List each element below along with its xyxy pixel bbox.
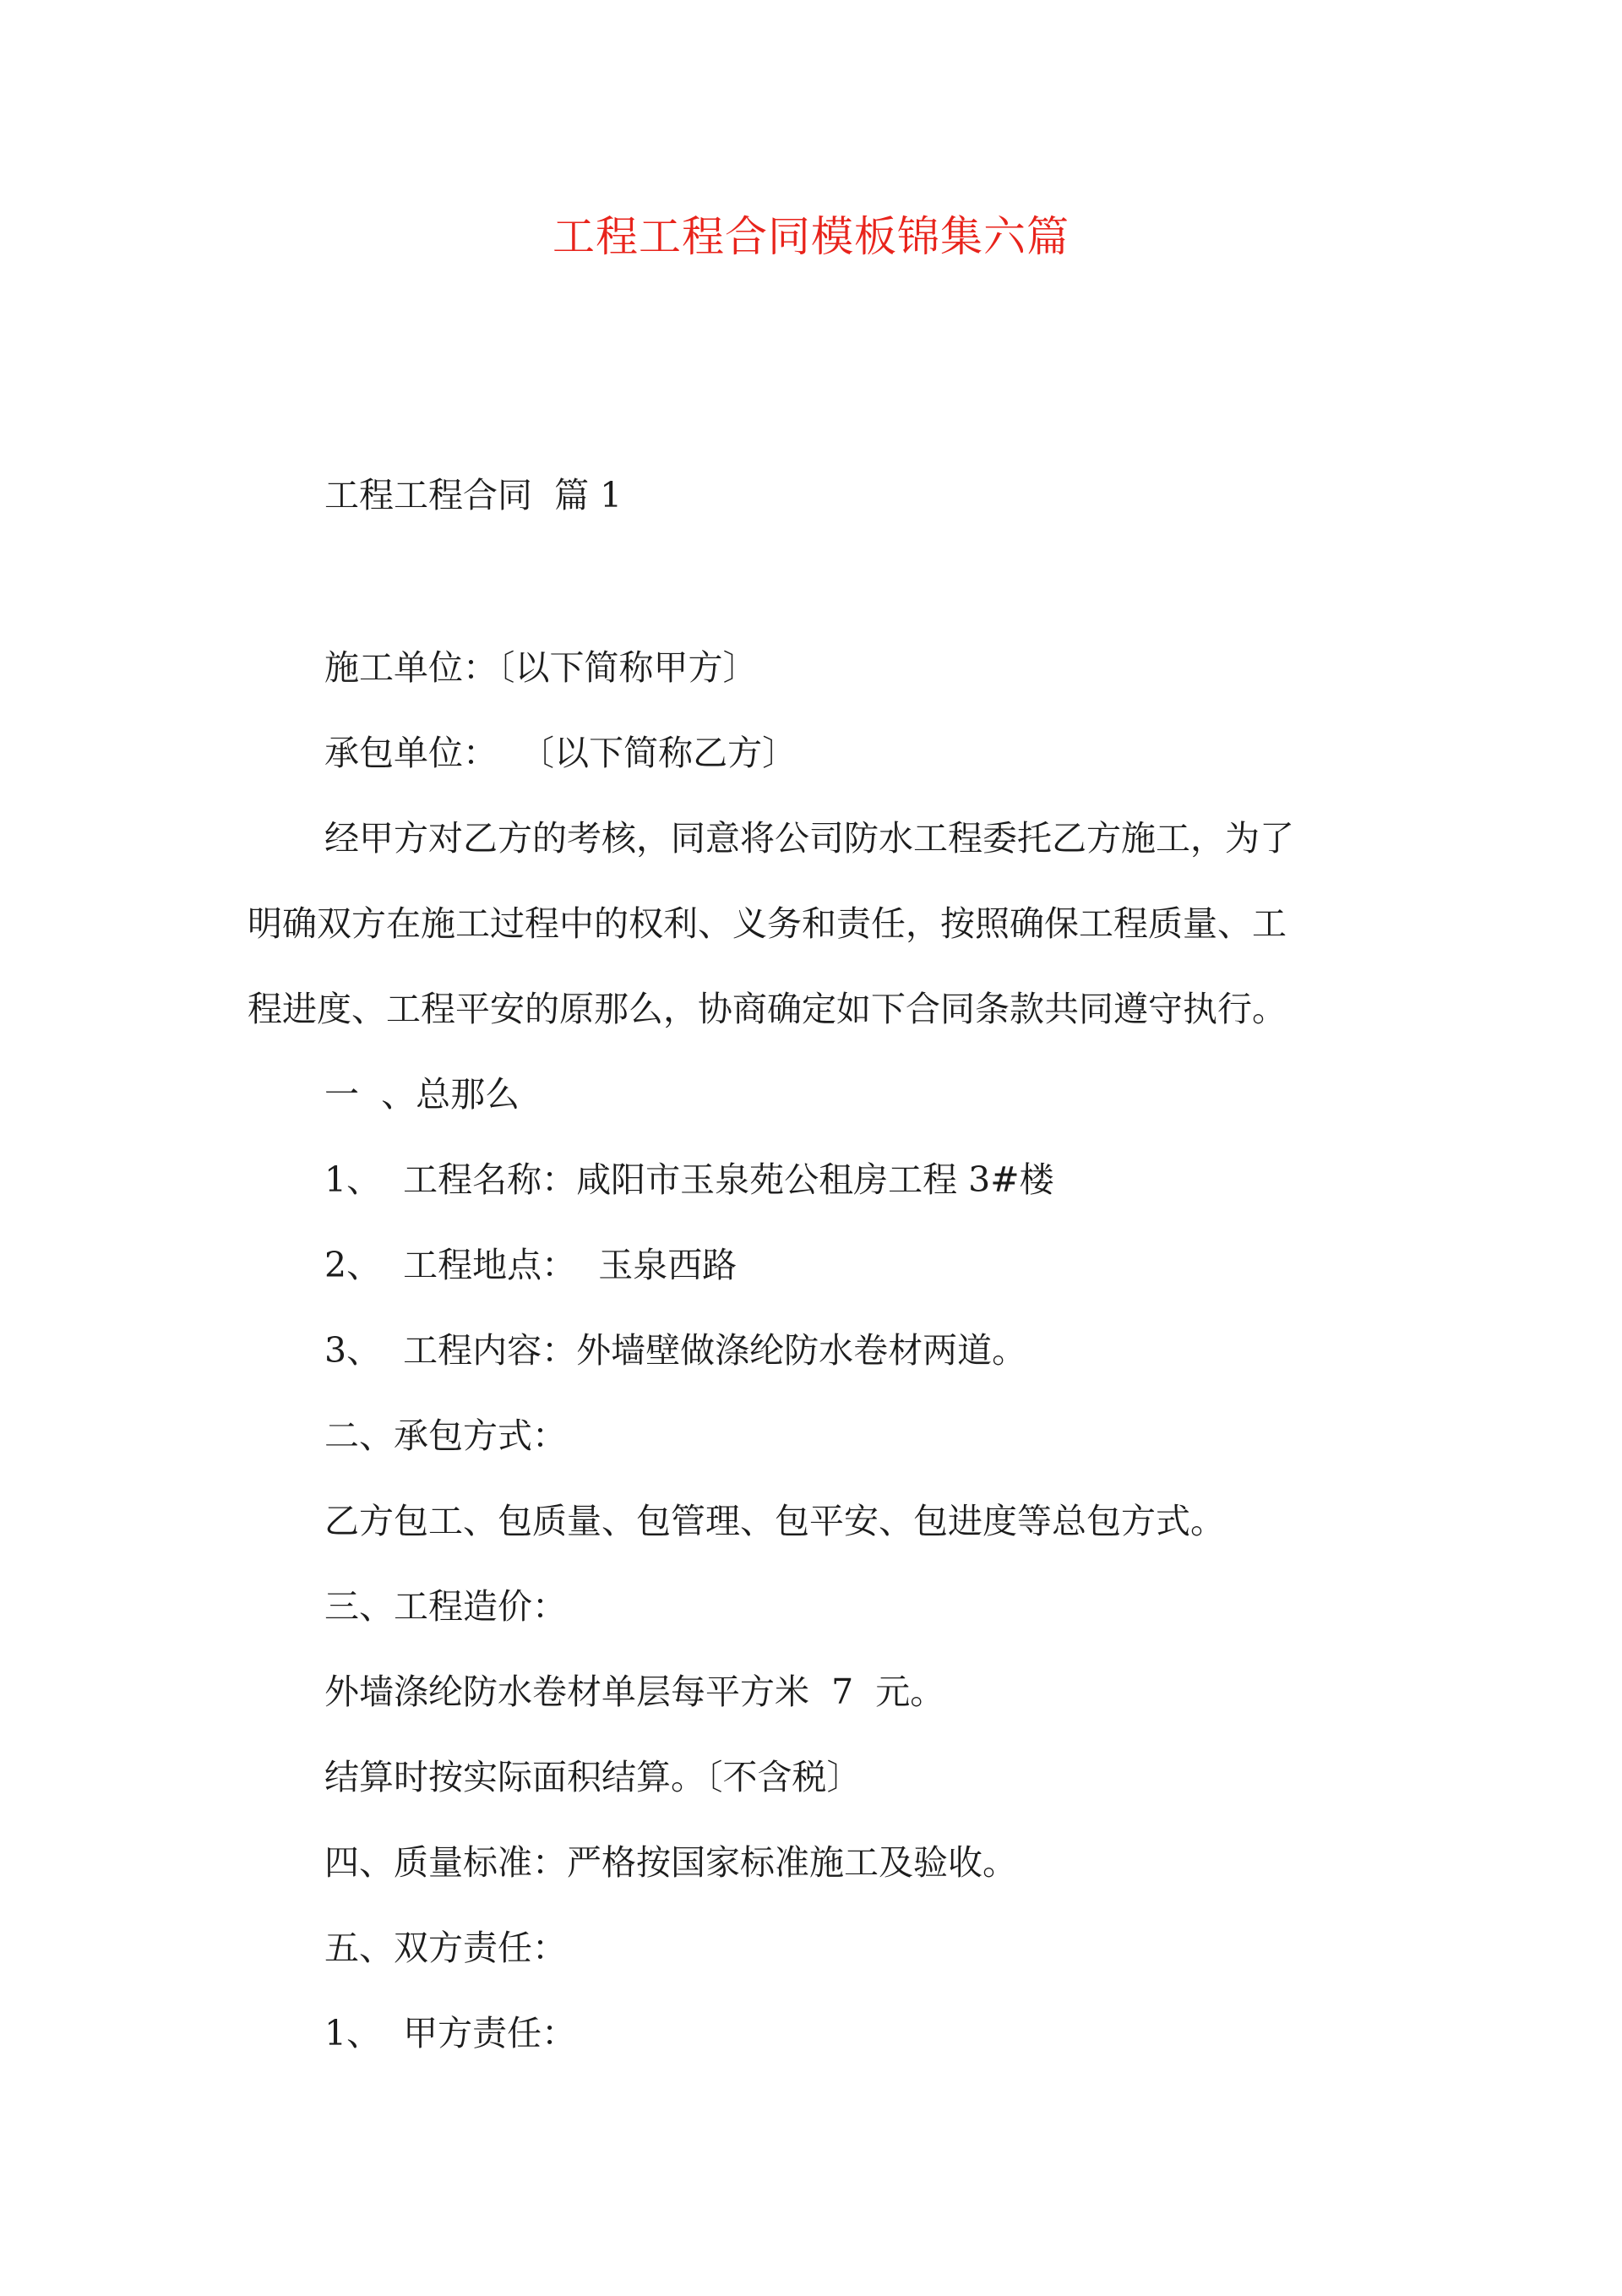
quality-standard-line: 四、质量标准：严格按国家标准施工及验收。 [324, 1842, 1017, 1883]
settlement-text: 结算时按实际面积结算。〔不含税〕 [324, 1757, 862, 1797]
project-cost-heading: 三、工程造价： [324, 1586, 567, 1627]
contractor-unit-line: 承包单位： 〔以下简称乙方〕 [324, 733, 797, 773]
intro-paragraph-line-3: 程进度、工程平安的原那么，协商确定如下合同条款共同遵守执行。 [248, 989, 1287, 1029]
unit-price-text: 外墙涤纶防水卷材单层每平方米 7 元。 [324, 1672, 945, 1712]
project-name-item: 1、 工程名称：咸阳市玉泉苑公租房工程 3#楼 [324, 1159, 1054, 1200]
clause-general-heading: 一 、总那么 [324, 1074, 520, 1115]
contract-method-heading: 二、承包方式： [324, 1415, 567, 1456]
project-content-item: 3、 工程内容：外墙壁做涤纶防水卷材两道。 [324, 1330, 1027, 1371]
project-location-item: 2、 工程地点： 玉泉西路 [324, 1245, 738, 1285]
contract-method-text: 乙方包工、包质量、包管理、包平安、包进度等总包方式。 [324, 1501, 1225, 1541]
party-a-responsibility-item: 1、 甲方责任： [324, 2013, 577, 2053]
intro-paragraph-line-1: 经甲方对乙方的考核，同意将公司防水工程委托乙方施工，为了 [324, 818, 1294, 859]
responsibilities-heading: 五、双方责任： [324, 1928, 567, 1968]
intro-paragraph-line-2: 明确双方在施工过程中的权利、义务和责任，按照确保工程质量、工 [248, 903, 1287, 944]
construction-unit-line: 施工单位：〔以下简称甲方〕 [324, 647, 758, 688]
section-heading: 工程工程合同 篇 1 [324, 475, 623, 515]
document-title: 工程工程合同模板锦集六篇 [552, 212, 1070, 261]
